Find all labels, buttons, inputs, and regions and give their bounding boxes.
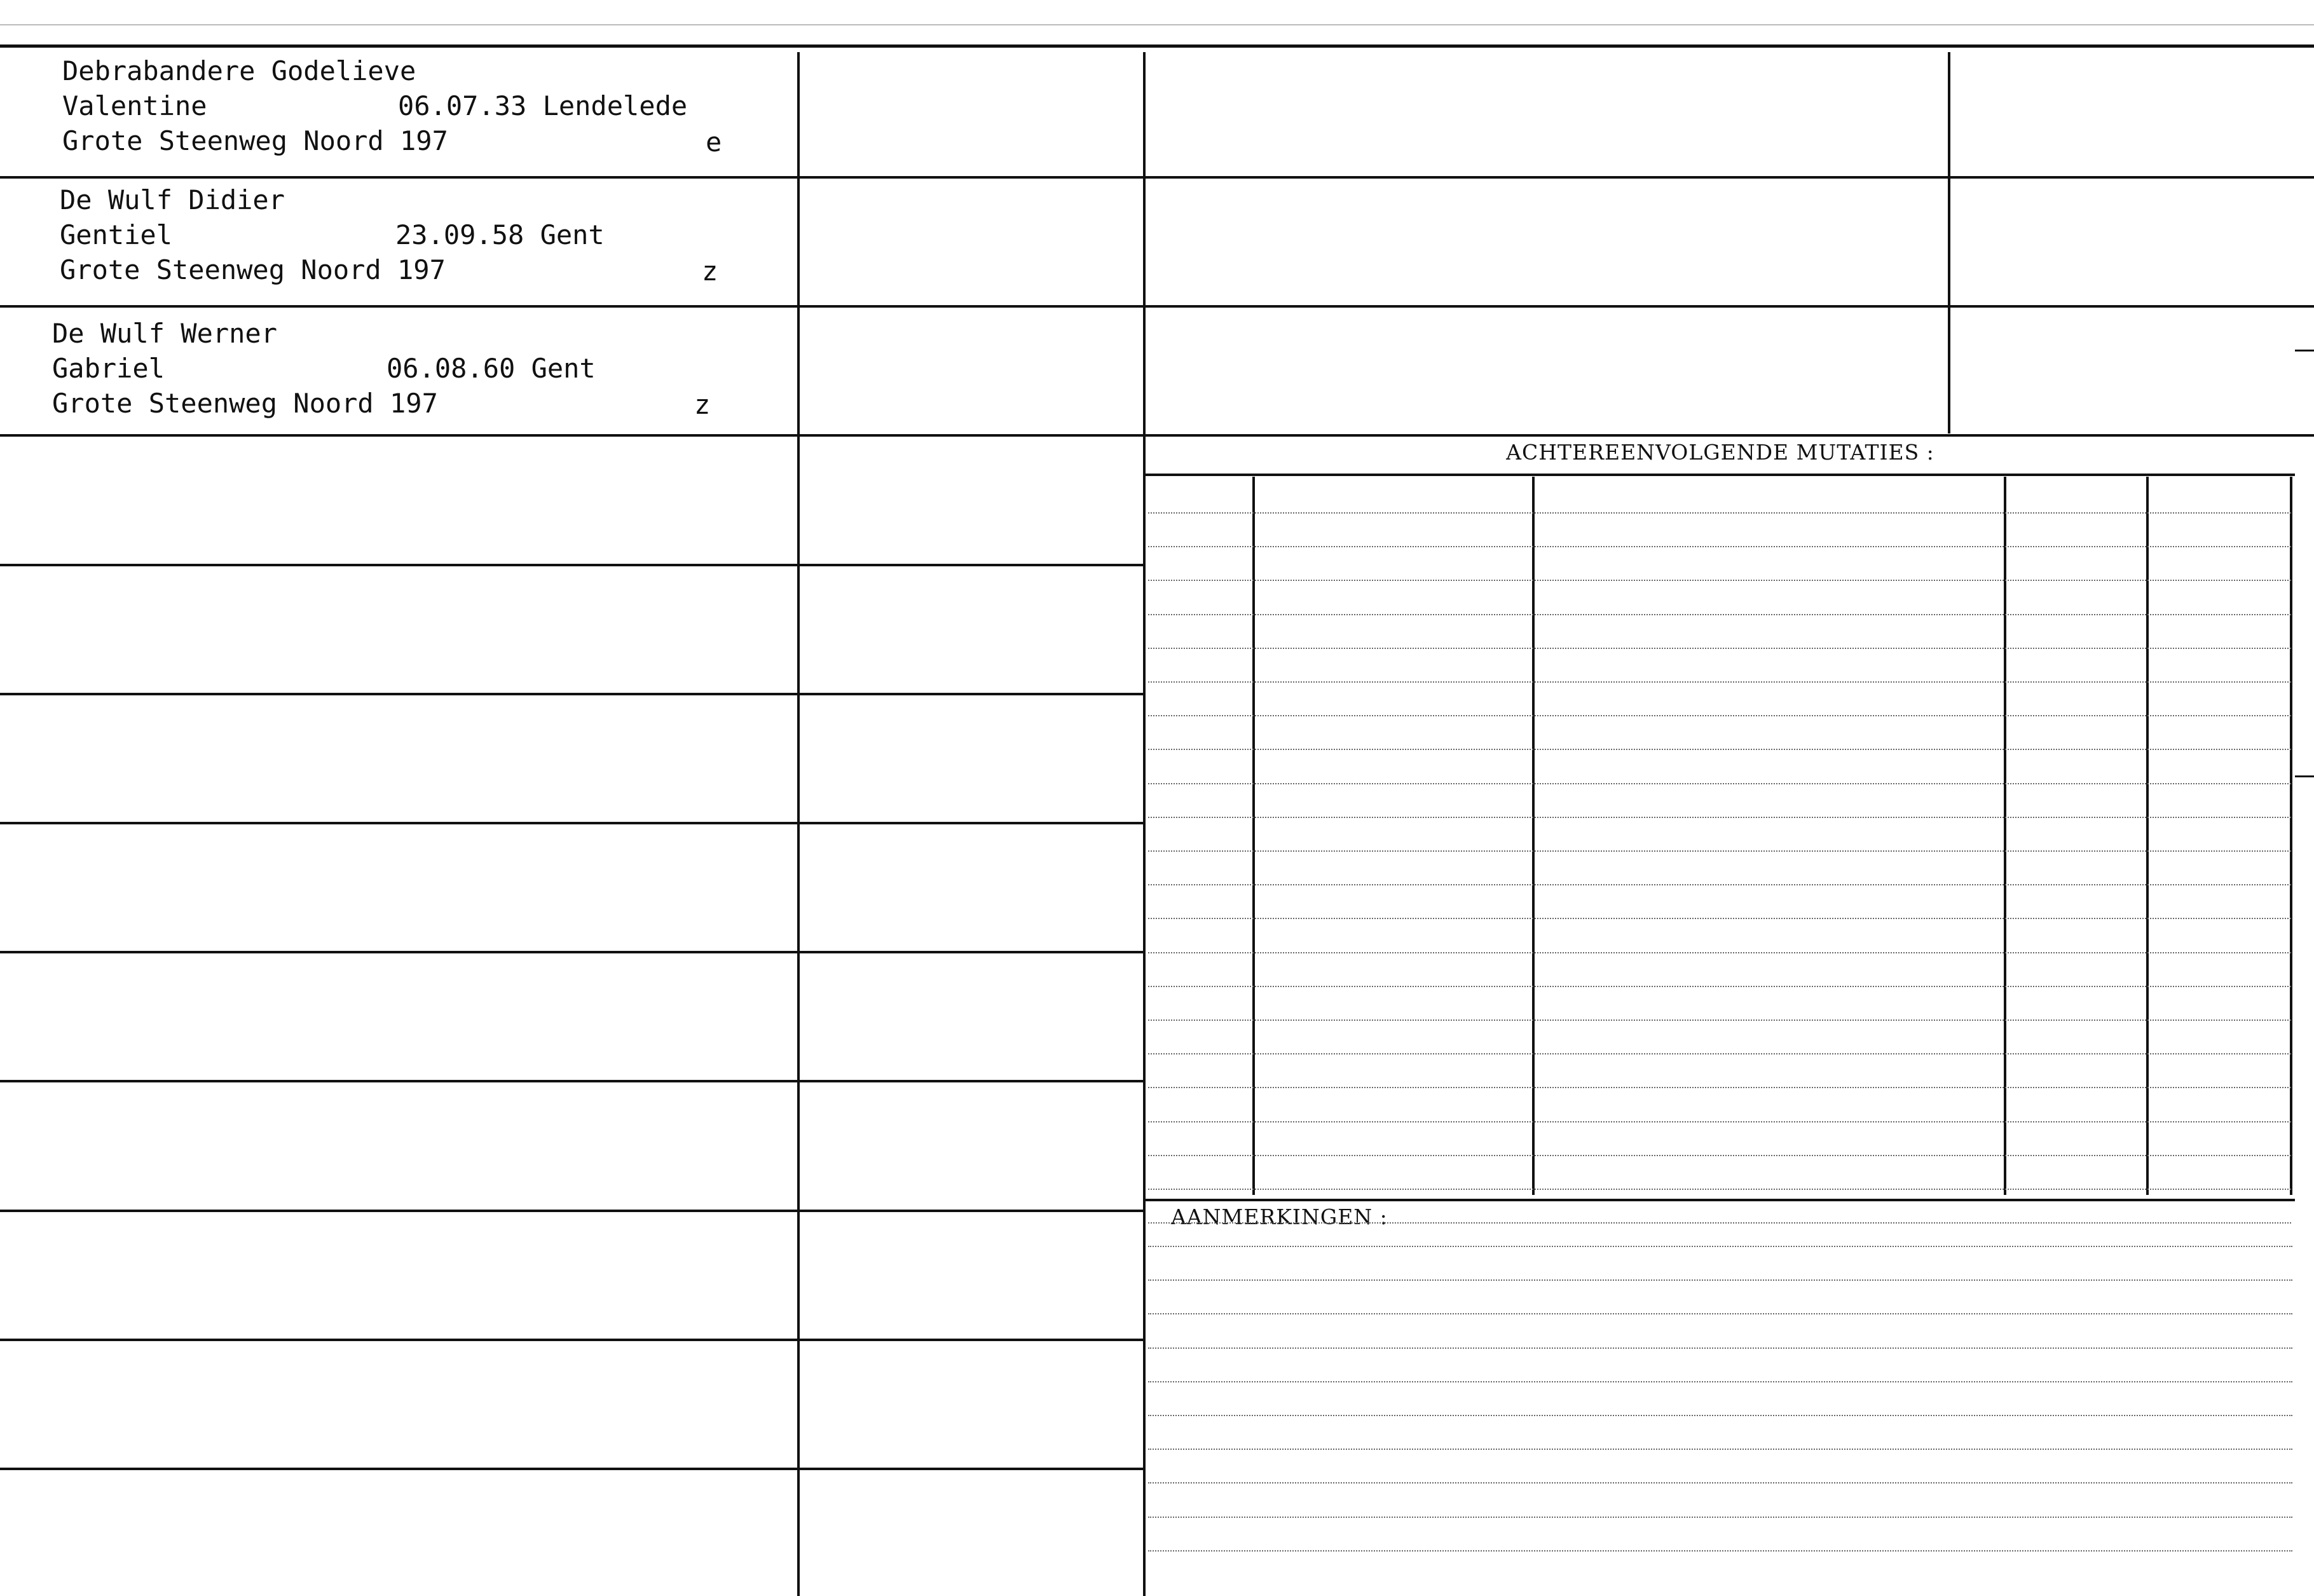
row-line — [800, 1210, 1143, 1212]
row-line — [0, 951, 797, 953]
mutations-ruled-line — [1148, 580, 2291, 581]
mutations-bottom-rule — [1146, 1199, 2295, 1201]
entry-mark: e — [706, 126, 722, 158]
mutations-ruled-line — [1148, 546, 2291, 547]
remarks-ruled-line — [1148, 1449, 2292, 1450]
entry-birth-date-place: 06.07.33 Lendelede — [398, 90, 688, 121]
entry-address: Grote Steenweg Noord 197 — [62, 125, 448, 156]
mutations-ruled-line — [1148, 1087, 2291, 1088]
top-faint-rule — [0, 24, 2314, 25]
row-line — [0, 693, 797, 695]
row-line — [0, 434, 797, 437]
entry-birth-date-place: 06.08.60 Gent — [387, 353, 596, 384]
mutations-ruled-line — [1148, 1121, 2291, 1122]
remarks-ruled-line — [1148, 1279, 2292, 1281]
row-line — [0, 564, 797, 566]
row-line — [800, 822, 1143, 824]
remarks-ruled-line — [1148, 1246, 2292, 1247]
entry-surname: De Wulf Werner — [52, 318, 278, 349]
mutations-ruled-line — [1148, 1155, 2291, 1156]
row-line — [0, 1080, 797, 1082]
row-line — [800, 434, 1143, 437]
row-line — [800, 305, 1143, 308]
mutations-ruled-line — [1148, 1222, 2291, 1224]
entry-birth-date-place: 23.09.58 Gent — [395, 219, 605, 250]
remarks-ruled-line — [1148, 1313, 2292, 1314]
resident-entry — [52, 316, 711, 561]
row-line — [0, 822, 797, 824]
mutations-ruled-line — [1148, 884, 2291, 885]
mutations-ruled-line — [1148, 817, 2291, 818]
entry-surname: De Wulf Didier — [60, 184, 285, 215]
entry-given-name: Valentine — [62, 90, 207, 121]
row-line — [800, 1468, 1143, 1470]
entry-address: Grote Steenweg Noord 197 — [52, 388, 438, 419]
right-row-line — [1146, 176, 2314, 179]
entry-mark: z — [694, 389, 711, 420]
remarks-ruled-line — [1148, 1415, 2292, 1416]
mutations-ruled-line — [1148, 512, 2291, 514]
mutations-ruled-line — [1148, 1189, 2291, 1190]
row-line — [800, 951, 1143, 953]
mutations-header-rule — [1146, 474, 2295, 476]
top-rule — [0, 44, 2314, 48]
row-line — [0, 1339, 797, 1341]
mutations-ruled-line — [1148, 715, 2291, 716]
mutations-ruled-line — [1148, 749, 2291, 750]
entry-address: Grote Steenweg Noord 197 — [60, 254, 446, 285]
mutations-ruled-line — [1148, 986, 2291, 987]
right-upper-divider — [1948, 52, 1950, 433]
entry-given-name: Gabriel — [52, 353, 165, 384]
entry-surname: Debrabandere Godelieve — [62, 55, 416, 86]
mutations-ruled-line — [1148, 850, 2291, 852]
edge-tick — [2295, 775, 2314, 777]
mutations-title: ACHTEREENVOLGENDE MUTATIES : — [1506, 440, 1934, 465]
row-line — [800, 176, 1143, 179]
mutations-ruled-line — [1148, 783, 2291, 784]
remarks-ruled-line — [1148, 1381, 2292, 1382]
row-line — [0, 1468, 797, 1470]
remarks-ruled-line — [1148, 1347, 2292, 1349]
remarks-title: AANMERKINGEN : — [1171, 1204, 1388, 1229]
mutations-ruled-line — [1148, 952, 2291, 953]
mutations-ruled-line — [1148, 1020, 2291, 1021]
entry-mark: z — [702, 256, 718, 287]
edge-tick — [2295, 350, 2314, 351]
remarks-ruled-line — [1148, 1517, 2292, 1518]
mutations-ruled-line — [1148, 614, 2291, 615]
center-column-divider — [1143, 52, 1146, 1596]
right-row-line — [1146, 305, 2314, 308]
mutations-ruled-line — [1148, 681, 2291, 683]
row-line — [0, 1210, 797, 1212]
entry-given-name: Gentiel — [60, 219, 173, 250]
row-line — [800, 1080, 1143, 1082]
mutations-ruled-line — [1148, 918, 2291, 919]
right-row-line — [1146, 434, 2314, 437]
row-line — [800, 693, 1143, 695]
row-line — [800, 564, 1143, 566]
mutations-ruled-line — [1148, 1053, 2291, 1054]
remarks-ruled-line — [1148, 1482, 2292, 1483]
remarks-ruled-line — [1148, 1550, 2292, 1552]
mutations-ruled-line — [1148, 648, 2291, 649]
row-line — [800, 1339, 1143, 1341]
